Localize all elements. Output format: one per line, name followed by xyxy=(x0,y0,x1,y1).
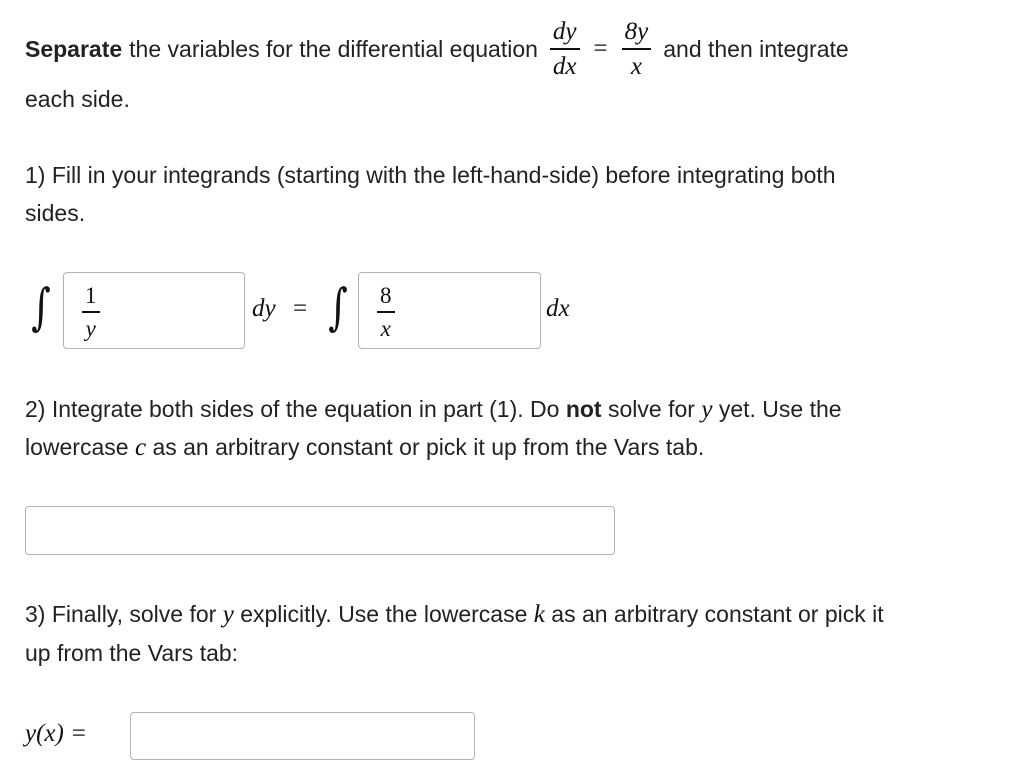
part2-bold-not: not xyxy=(565,396,602,422)
part2-const-c: c xyxy=(134,434,147,461)
lhs-denominator: dx xyxy=(552,52,577,80)
part3-mid: explicitly. Use the lowercase xyxy=(240,601,528,627)
part3-suffix: as an arbitrary constant or pick it xyxy=(551,601,884,627)
part3-var-y: y xyxy=(222,601,234,628)
left-integrand-fraction xyxy=(82,284,100,340)
right-differential: dx xyxy=(546,295,570,322)
part3-line-1 xyxy=(25,601,884,629)
part1-line-1: 1) Fill in your integrands (starting with the left-hand-side) before integrating both xyxy=(25,162,836,188)
part3-label-yx: y(x) = xyxy=(25,720,87,747)
equation-lhs-fraction xyxy=(550,19,580,79)
part1-line-2: sides. xyxy=(25,200,86,226)
intro-text-2: and then integrate xyxy=(663,35,849,62)
part2-suffix: yet. Use the xyxy=(718,396,842,422)
intro-line-1 xyxy=(25,14,849,84)
left-differential: dy xyxy=(252,295,276,322)
part2-line-2 xyxy=(25,434,704,462)
part2-answer-input[interactable] xyxy=(25,506,615,555)
left-integrand-denominator: y xyxy=(85,315,96,341)
intro-text-1: the variables for the differential equation xyxy=(129,35,538,62)
part2-line2-b: as an arbitrary constant or pick it up from the Vars tab. xyxy=(152,434,705,460)
intro-line-2: each side. xyxy=(25,86,130,112)
part2-prefix: 2) Integrate both sides of the equation in part (1). Do xyxy=(25,396,560,422)
left-integrand-numerator: 1 xyxy=(85,283,97,308)
left-integrand-input[interactable] xyxy=(63,272,245,349)
left-integral-sign: ∫ xyxy=(31,278,51,336)
equation-equals: = xyxy=(593,35,608,62)
part3-answer-input[interactable] xyxy=(130,712,475,760)
equation-rhs-fraction xyxy=(622,19,652,79)
part2-line2-a: lowercase xyxy=(25,434,129,460)
right-integral-sign: ∫ xyxy=(328,278,348,336)
part3-line-2: up from the Vars tab: xyxy=(25,640,239,666)
right-integrand-denominator: x xyxy=(380,315,391,341)
integrals-equals: = xyxy=(293,295,308,322)
part2-mid: solve for xyxy=(607,396,695,422)
part3-const-k: k xyxy=(533,601,545,628)
right-integrand-fraction xyxy=(377,284,395,340)
part3-prefix: 3) Finally, solve for xyxy=(25,601,217,627)
right-integrand-input[interactable] xyxy=(358,272,541,349)
intro-bold-separate: Separate xyxy=(25,35,123,62)
part2-var-y: y xyxy=(701,396,713,423)
rhs-denominator: x xyxy=(630,52,642,80)
rhs-numerator: 8y xyxy=(624,18,649,46)
part2-line-1 xyxy=(25,396,842,424)
lhs-numerator: dy xyxy=(552,18,577,46)
right-integrand-numerator: 8 xyxy=(380,283,392,308)
